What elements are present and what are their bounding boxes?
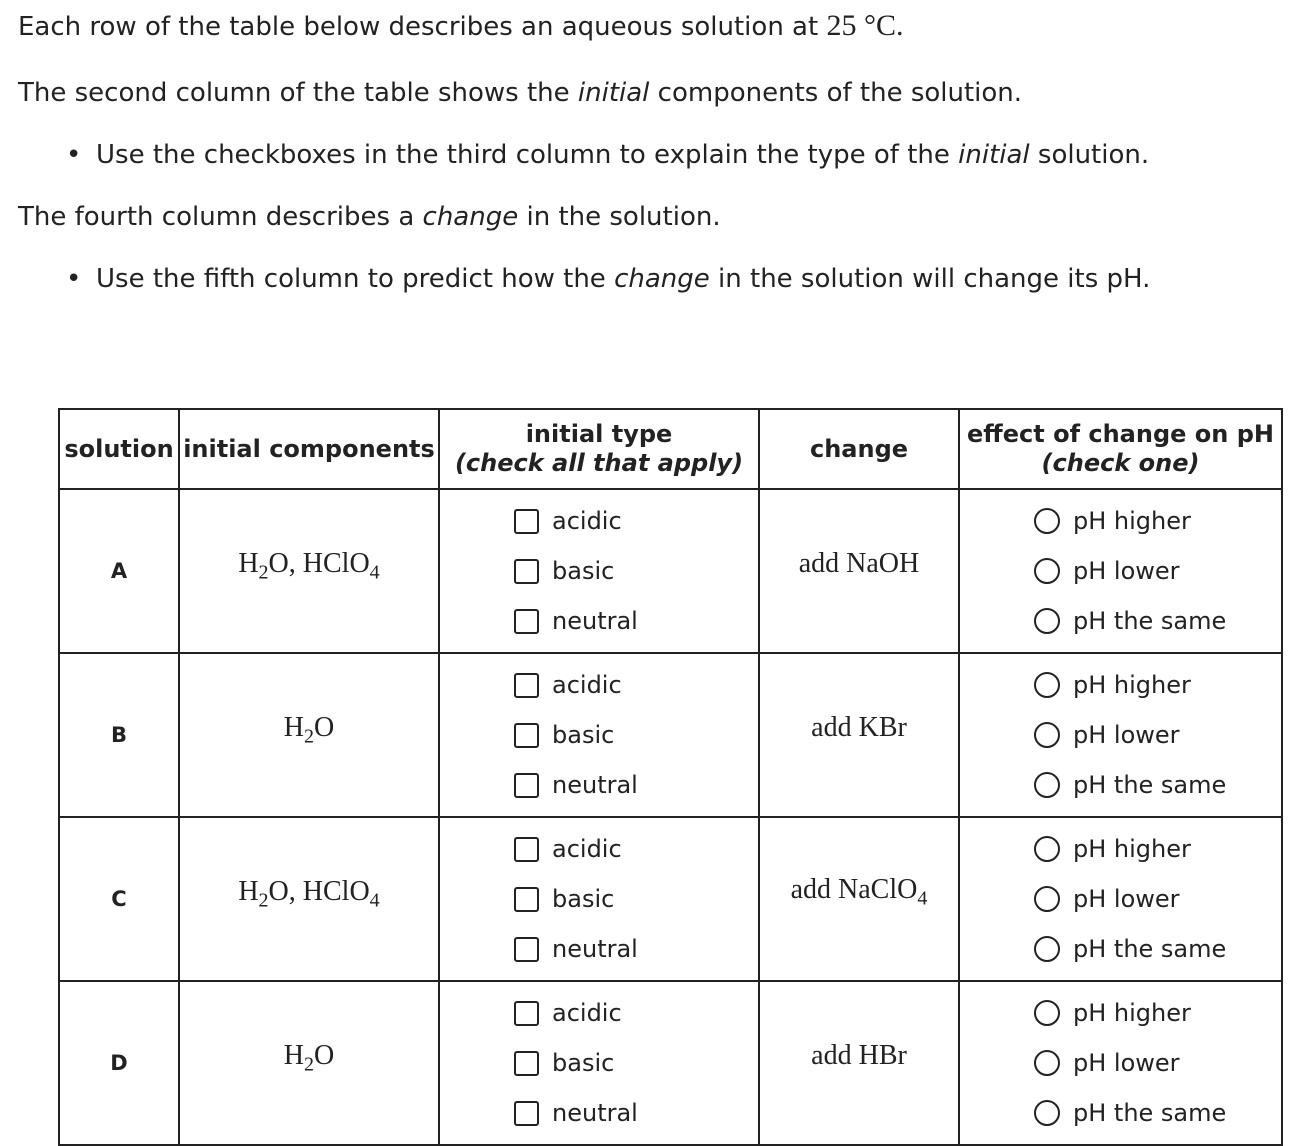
intro-line-1-text: Each row of the table below describes an aqueous solution at xyxy=(18,12,827,42)
intro-line-2-c: components of the solution. xyxy=(649,78,1023,108)
option-label: pH lower xyxy=(1073,885,1180,913)
type-options xyxy=(439,489,759,653)
effect-radio-higher[interactable] xyxy=(960,496,1281,546)
type-checkbox-basic[interactable] xyxy=(440,546,758,596)
option-label: pH lower xyxy=(1073,1049,1180,1077)
radio-icon[interactable] xyxy=(1034,608,1060,634)
radio-icon[interactable] xyxy=(1034,936,1060,962)
header-type-sub: (check all that apply) xyxy=(454,449,744,477)
effect-radio-same[interactable] xyxy=(960,760,1281,810)
radio-icon[interactable] xyxy=(1034,1000,1060,1026)
type-checkbox-neutral[interactable] xyxy=(440,924,758,974)
type-checkbox-neutral[interactable] xyxy=(440,760,758,810)
row-label: C xyxy=(59,817,179,981)
option-label: pH lower xyxy=(1073,721,1180,749)
checkbox-icon[interactable] xyxy=(514,887,539,912)
radio-icon[interactable] xyxy=(1034,672,1060,698)
radio-icon[interactable] xyxy=(1034,1050,1060,1076)
header-effect-sub: (check one) xyxy=(1041,449,1200,477)
effect-radio-lower[interactable] xyxy=(960,546,1281,596)
header-type xyxy=(439,409,759,489)
solutions-table xyxy=(58,408,1283,1146)
effect-radio-higher[interactable] xyxy=(960,988,1281,1038)
row-components: $H_2O$ xyxy=(179,653,439,817)
effect-radio-same[interactable] xyxy=(960,924,1281,974)
intro-line-2 xyxy=(18,78,1022,108)
checkbox-icon[interactable] xyxy=(514,723,539,748)
bullet-2-a: Use the fifth column to predict how the xyxy=(96,264,615,294)
header-solution: solution xyxy=(59,409,179,489)
table-row xyxy=(59,653,1282,817)
instruction-bullet-1 xyxy=(66,140,1149,170)
option-label: pH the same xyxy=(1073,1099,1227,1127)
intro-line-3 xyxy=(18,202,721,232)
row-change: add NaClO$_4$ xyxy=(759,817,959,981)
option-label: neutral xyxy=(552,607,638,635)
table-row xyxy=(59,981,1282,1145)
bullet-1-em: initial xyxy=(958,140,1030,170)
intro-line-3-a: The fourth column describes a xyxy=(18,202,423,232)
type-options xyxy=(439,817,759,981)
bullet-1-a: Use the checkboxes in the third column to explain the type of the xyxy=(96,140,959,170)
bullet-1-c: solution. xyxy=(1029,140,1150,170)
row-label: A xyxy=(59,489,179,653)
option-label: pH the same xyxy=(1073,935,1227,963)
option-label: basic xyxy=(552,1049,615,1077)
effect-radio-same[interactable] xyxy=(960,596,1281,646)
option-label: pH higher xyxy=(1073,507,1191,535)
type-checkbox-acidic[interactable] xyxy=(440,496,758,546)
option-label: pH higher xyxy=(1073,671,1191,699)
intro-line-2-em: initial xyxy=(577,78,650,108)
option-label: pH the same xyxy=(1073,771,1227,799)
checkbox-icon[interactable] xyxy=(514,1051,539,1076)
effect-radio-same[interactable] xyxy=(960,1088,1281,1138)
intro-line-2-a: The second column of the table shows the xyxy=(18,78,578,108)
row-change: add HBr xyxy=(759,981,959,1145)
effect-radio-lower[interactable] xyxy=(960,710,1281,760)
intro-line-3-em: change xyxy=(422,202,519,232)
type-checkbox-acidic[interactable] xyxy=(440,660,758,710)
header-change: change xyxy=(759,409,959,489)
option-label: neutral xyxy=(552,935,638,963)
header-components: initial components xyxy=(179,409,439,489)
radio-icon[interactable] xyxy=(1034,886,1060,912)
type-options xyxy=(439,981,759,1145)
checkbox-icon[interactable] xyxy=(514,1101,539,1126)
option-label: acidic xyxy=(552,999,622,1027)
effect-radio-higher[interactable] xyxy=(960,660,1281,710)
radio-icon[interactable] xyxy=(1034,1100,1060,1126)
temperature: 25 °C. xyxy=(826,9,904,42)
checkbox-icon[interactable] xyxy=(514,937,539,962)
row-label: D xyxy=(59,981,179,1145)
option-label: pH the same xyxy=(1073,607,1227,635)
bullet-2-em: change xyxy=(614,264,710,294)
type-checkbox-basic[interactable] xyxy=(440,710,758,760)
type-checkbox-neutral[interactable] xyxy=(440,596,758,646)
header-effect xyxy=(959,409,1282,489)
option-label: neutral xyxy=(552,771,638,799)
effect-radio-lower[interactable] xyxy=(960,1038,1281,1088)
intro-line-3-c: in the solution. xyxy=(518,202,721,232)
header-type-title: initial type xyxy=(525,420,673,448)
intro-line-1 xyxy=(18,9,903,43)
radio-icon[interactable] xyxy=(1034,508,1060,534)
table-header-row xyxy=(59,409,1282,489)
type-checkbox-basic[interactable] xyxy=(440,874,758,924)
row-components: $H_2O$, HClO$_4$ xyxy=(179,489,439,653)
option-label: neutral xyxy=(552,1099,638,1127)
table-row xyxy=(59,817,1282,981)
effect-options xyxy=(959,817,1282,981)
option-label: basic xyxy=(552,885,615,913)
header-effect-title: effect of change on pH xyxy=(967,420,1274,448)
row-change: add KBr xyxy=(759,653,959,817)
option-label: basic xyxy=(552,721,615,749)
option-label: pH higher xyxy=(1073,835,1191,863)
bullet-icon: • xyxy=(66,264,82,294)
option-label: acidic xyxy=(552,835,622,863)
option-label: pH higher xyxy=(1073,999,1191,1027)
table-row xyxy=(59,489,1282,653)
effect-radio-higher[interactable] xyxy=(960,824,1281,874)
checkbox-icon[interactable] xyxy=(514,559,539,584)
effect-radio-lower[interactable] xyxy=(960,874,1281,924)
type-checkbox-neutral[interactable] xyxy=(440,1088,758,1138)
effect-options xyxy=(959,981,1282,1145)
row-components: $H_2O$ xyxy=(179,981,439,1145)
option-label: acidic xyxy=(552,671,622,699)
radio-icon[interactable] xyxy=(1034,836,1060,862)
type-options xyxy=(439,653,759,817)
radio-icon[interactable] xyxy=(1034,722,1060,748)
checkbox-icon[interactable] xyxy=(514,773,539,798)
radio-icon[interactable] xyxy=(1034,772,1060,798)
radio-icon[interactable] xyxy=(1034,558,1060,584)
row-components: $H_2O$, HClO$_4$ xyxy=(179,817,439,981)
type-checkbox-acidic[interactable] xyxy=(440,988,758,1038)
checkbox-icon[interactable] xyxy=(514,673,539,698)
bullet-icon: • xyxy=(66,140,82,170)
option-label: pH lower xyxy=(1073,557,1180,585)
option-label: acidic xyxy=(552,507,622,535)
option-label: basic xyxy=(552,557,615,585)
checkbox-icon[interactable] xyxy=(514,837,539,862)
row-label: B xyxy=(59,653,179,817)
type-checkbox-basic[interactable] xyxy=(440,1038,758,1088)
checkbox-icon[interactable] xyxy=(514,509,539,534)
instruction-bullet-2 xyxy=(66,264,1150,294)
checkbox-icon[interactable] xyxy=(514,609,539,634)
effect-options xyxy=(959,489,1282,653)
type-checkbox-acidic[interactable] xyxy=(440,824,758,874)
checkbox-icon[interactable] xyxy=(514,1001,539,1026)
row-change: add NaOH xyxy=(759,489,959,653)
effect-options xyxy=(959,653,1282,817)
bullet-2-c: in the solution will change its pH. xyxy=(709,264,1151,294)
